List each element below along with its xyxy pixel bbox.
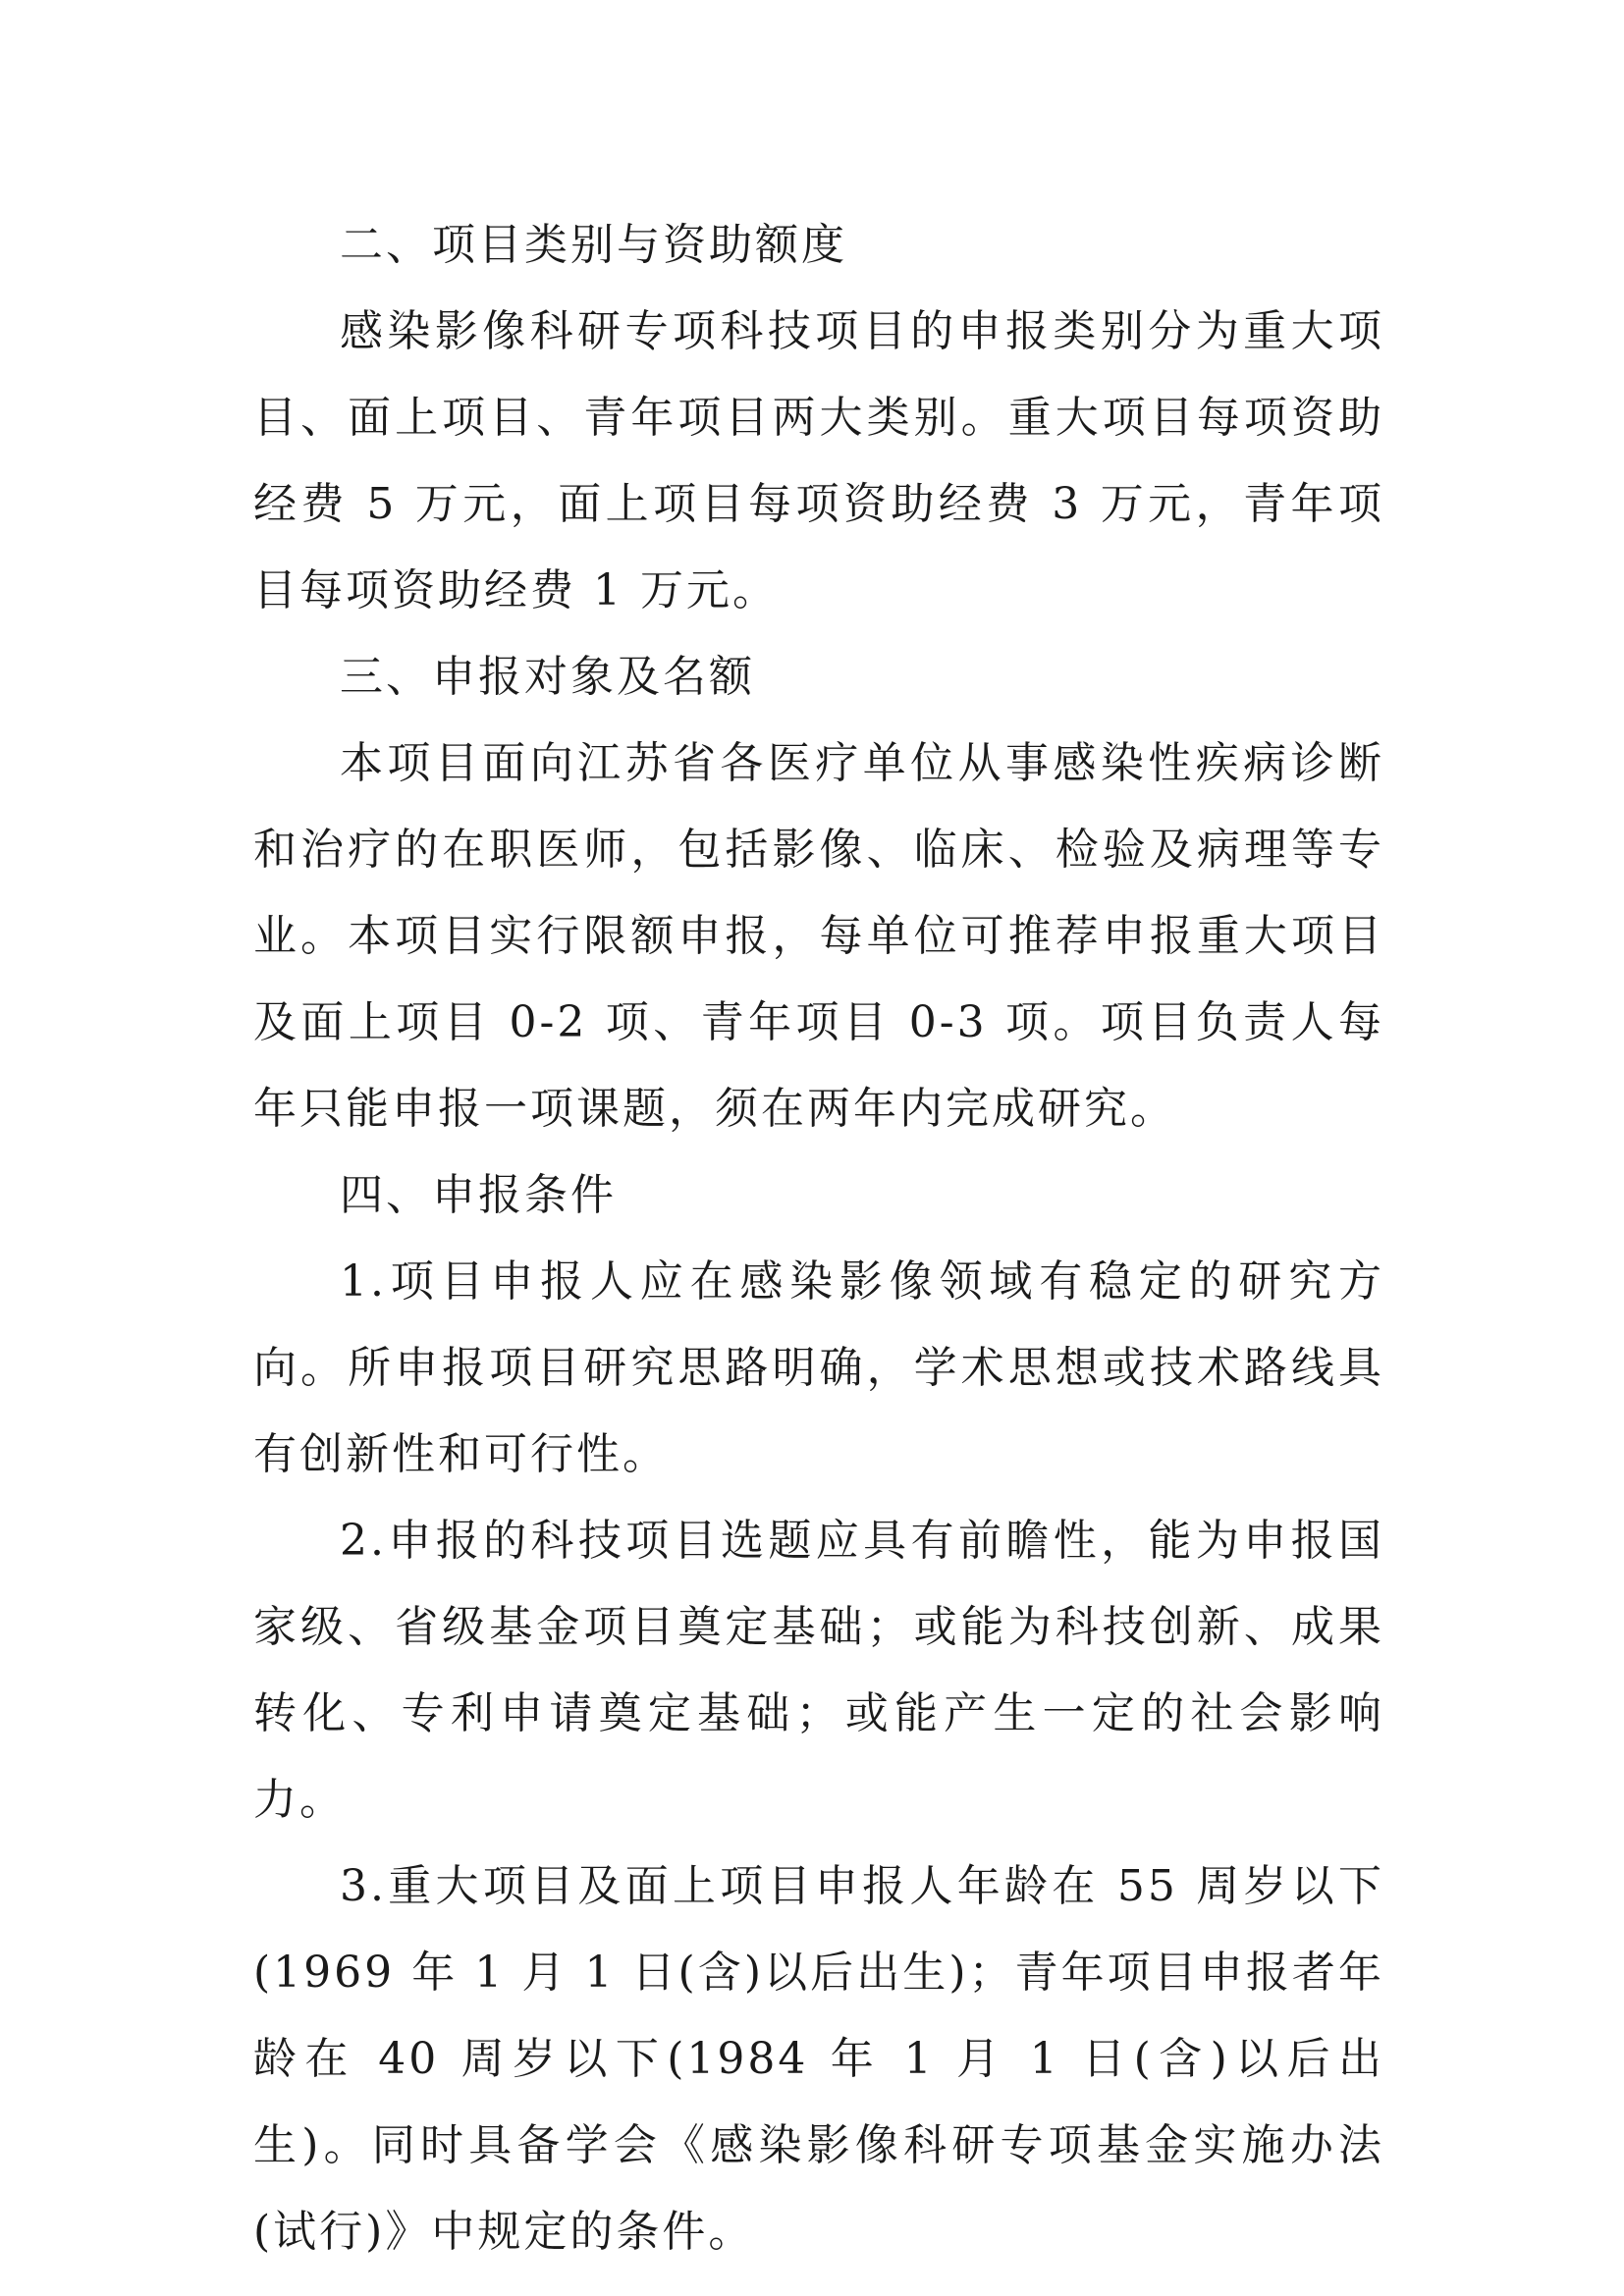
paragraph-applicants-quota: 本项目面向江苏省各医疗单位从事感染性疾病诊断和治疗的在职医师，包括影像、临床、检验及病理等专业。本项目实行限额申报，每单位可推荐申报重大项目及面上项目 0-2 项、青年项目 0-3 项。项目负责人每年只能申报一项课题，须在两年内完成研究。 bbox=[253, 738, 1384, 1134]
section-heading-applicants: 三、申报对象及名额 bbox=[340, 652, 755, 702]
paragraph-category-funding: 感染影像科研专项科技项目的申报类别分为重大项目、面上项目、青年项目两大类别。重大项目每项资助经费 5 万元，面上项目每项资助经费 3 万元，青年项目每项资助经费 1 万元。 bbox=[253, 306, 1384, 615]
section-heading-conditions: 四、申报条件 bbox=[340, 1170, 617, 1220]
paragraph-condition-3: 3.重大项目及面上项目申报人年龄在 55 周岁以下(1969 年 1 月 1 日(含)以后出生)；青年项目申报者年龄在 40 周岁以下(1984 年 1 月 1 日(含)以后出生)。同时具备学会《感染影像科研专项基金实施办法(试行)》中规定的条件。 bbox=[253, 1861, 1384, 2257]
document-page bbox=[253, 202, 1384, 2275]
paragraph-condition-1: 1.项目申报人应在感染影像领域有稳定的研究方向。所申报项目研究思路明确，学术思想或技术路线具有创新性和可行性。 bbox=[253, 1256, 1384, 1479]
section-heading-category: 二、项目类别与资助额度 bbox=[340, 220, 847, 270]
paragraph-condition-2: 2.申报的科技项目选题应具有前瞻性，能为申报国家级、省级基金项目奠定基础；或能为科技创新、成果转化、专利申请奠定基础；或能产生一定的社会影响力。 bbox=[253, 1516, 1384, 1825]
